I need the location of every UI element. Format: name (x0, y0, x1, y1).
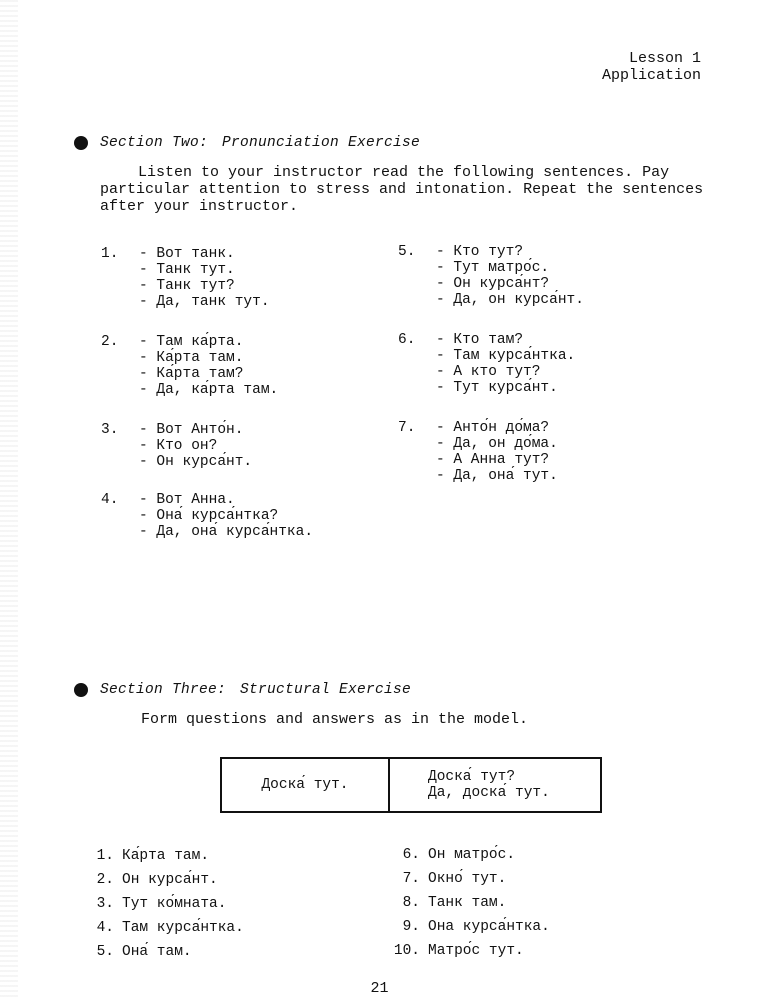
sentence-line: - А кто тут? (436, 364, 541, 380)
sentence-line: - Да, танк тут. (139, 294, 270, 310)
drill-number: 8. (402, 895, 420, 911)
drill-text: Там курса́нтка. (122, 920, 244, 936)
drill-number: 1. (96, 848, 114, 864)
drill-text: Танк там. (428, 895, 507, 911)
drill-item-2 (80, 872, 218, 888)
drill-item-6 (386, 847, 515, 863)
drill-item-10 (386, 943, 524, 959)
sentence-line: - Танк тут? (139, 278, 235, 294)
sentence-line: - Вот танк. (139, 246, 235, 262)
drill-item-4 (80, 920, 244, 936)
section-three-heading (74, 682, 411, 698)
sentence-line: - Да, она́ курса́нтка. (139, 524, 314, 540)
group-number: 3. (101, 422, 119, 438)
drill-text: Тут ко́мната. (122, 896, 227, 912)
drill-item-1 (80, 848, 209, 864)
drill-number: 2. (96, 872, 114, 888)
group-number: 5. (398, 244, 416, 260)
drill-item-9 (386, 919, 550, 935)
model-response (390, 759, 600, 811)
bullet-icon (74, 683, 88, 697)
sentence-line: - Там курса́нтка. (436, 348, 576, 364)
drill-number: 6. (402, 847, 420, 863)
sentence-line: - Танк тут. (139, 262, 235, 278)
lesson-part: Application (601, 67, 701, 84)
sentence-line: - Анто́н до́ма? (436, 420, 550, 436)
sentence-line: - А Анна тут? (436, 452, 550, 468)
drill-text: Матро́с тут. (428, 943, 524, 959)
section-two-instructions: Listen to your instructor read the following sentences. Pay particular attention to stress and intonation. Repeat the sentences after your instructor. (100, 164, 704, 215)
model-answer: Да, доска́ тут. (428, 785, 550, 801)
sentence-line: - Да, он до́ма. (436, 436, 558, 452)
sentence-line: - Кто тут? (436, 244, 524, 260)
drill-text: Она́ там. (122, 944, 192, 960)
drill-number: 7. (402, 871, 420, 887)
group-number: 4. (101, 492, 119, 508)
sentence-line: - Вот Анто́н. (139, 422, 244, 438)
group-number: 1. (101, 246, 119, 262)
model-box (220, 757, 602, 813)
sentence-line: - Тут матро́с. (436, 260, 550, 276)
model-question: Доска́ тут? (428, 769, 516, 785)
scan-edge (0, 0, 18, 1000)
drill-number: 4. (96, 920, 114, 936)
section-two-title: Pronunciation Exercise (222, 135, 421, 151)
drill-item-3 (80, 896, 226, 912)
sentence-line: - Кто он? (139, 438, 218, 454)
lesson-header (602, 50, 701, 84)
sentence-line: - Она́ курса́нтка? (139, 508, 279, 524)
drill-number: 9. (402, 919, 420, 935)
section-two-label: Section Two: (100, 135, 209, 151)
sentence-line: - Ка́рта там. (139, 350, 244, 366)
section-two-heading (74, 135, 420, 151)
group-number: 7. (398, 420, 416, 436)
sentence-line: - Там ка́рта. (139, 334, 244, 350)
sentence-line: - Да, ка́рта там. (139, 382, 279, 398)
group-number: 2. (101, 334, 119, 350)
model-statement: Доска́ тут. (222, 759, 390, 811)
sentence-line: - Ка́рта там? (139, 366, 244, 382)
drill-item-8 (386, 895, 506, 911)
drill-text: Окно́ тут. (428, 871, 507, 887)
lesson-number: Lesson 1 (628, 50, 701, 67)
drill-item-7 (386, 871, 506, 887)
sentence-line: - Вот Анна. (139, 492, 235, 508)
drill-text: Она курса́нтка. (428, 919, 550, 935)
group-number: 6. (398, 332, 416, 348)
sentence-line: - Он курса́нт? (436, 276, 550, 292)
bullet-icon (74, 136, 88, 150)
sentence-line: - Да, он курса́нт. (436, 292, 584, 308)
sentence-line: - Тут курса́нт. (436, 380, 558, 396)
drill-text: Ка́рта там. (122, 848, 210, 864)
sentence-line: - Кто там? (436, 332, 524, 348)
sentence-line: - Он курса́нт. (139, 454, 253, 470)
section-three-title: Structural Exercise (240, 682, 412, 698)
drill-text: Он курса́нт. (122, 872, 218, 888)
section-three-label: Section Three: (100, 682, 227, 698)
drill-text: Он матро́с. (428, 847, 516, 863)
drill-number: 5. (96, 944, 114, 960)
sentence-line: - Да, она́ тут. (436, 468, 558, 484)
section-three-instructions: Form questions and answers as in the model. (141, 711, 529, 728)
drill-number: 10. (393, 943, 420, 959)
drill-item-5 (80, 944, 192, 960)
page-number: 21 (370, 980, 389, 997)
drill-number: 3. (96, 896, 114, 912)
